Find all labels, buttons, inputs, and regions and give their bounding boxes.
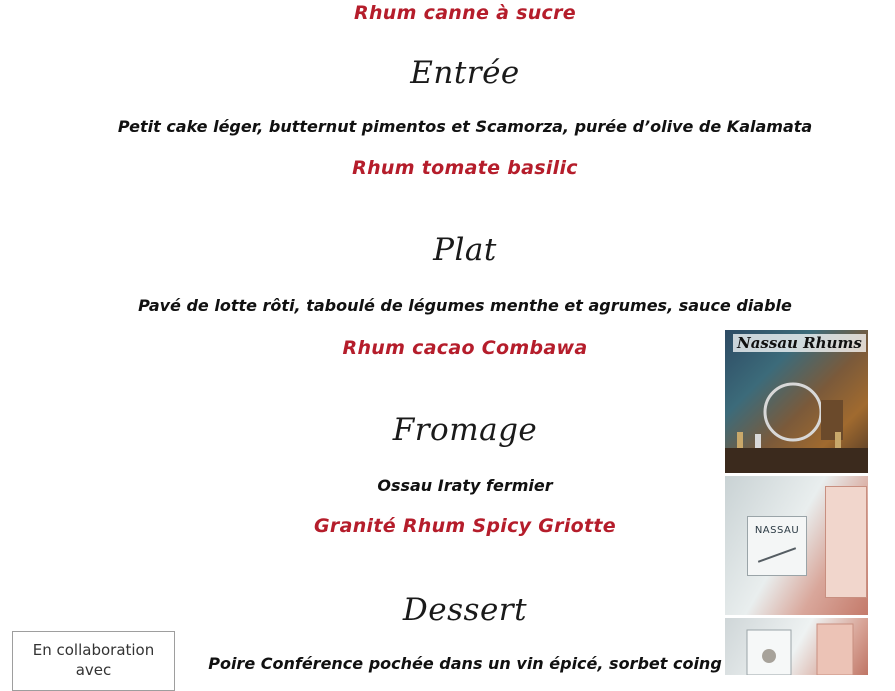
bottle-label-pink bbox=[825, 486, 867, 598]
bottle-detail-illustration bbox=[725, 618, 868, 675]
dish-entree: Petit cake léger, butternut pimentos et Scamorza, purée d’olive de Kalamata bbox=[117, 117, 813, 136]
shop-sign: Nassau Rhums bbox=[733, 334, 866, 352]
collab-line-2: avec bbox=[75, 661, 112, 679]
course-title-entree: Entrée bbox=[410, 55, 520, 91]
dish-dessert: Poire Conférence pochée dans un vin épicé, sorbet coing bbox=[208, 654, 722, 673]
vanilla-pod-icon bbox=[758, 547, 796, 563]
photo-rum-shop bbox=[725, 330, 868, 473]
course-title-plat: Plat bbox=[433, 232, 497, 268]
collab-line-1: En collaboration bbox=[32, 641, 155, 659]
rum-pairing-entree: Rhum tomate basilic bbox=[352, 157, 578, 179]
dish-fromage: Ossau Iraty fermier bbox=[377, 476, 553, 495]
photo-rum-bottles bbox=[725, 476, 868, 615]
bottle-label bbox=[747, 516, 807, 576]
course-title-dessert: Dessert bbox=[402, 592, 528, 628]
rum-pairing-plat: Rhum cacao Combawa bbox=[342, 337, 588, 359]
collaboration-box bbox=[12, 631, 175, 691]
rum-pairing-aperitif: Rhum canne à sucre bbox=[354, 2, 576, 24]
rum-shop-illustration bbox=[725, 330, 868, 473]
course-title-fromage: Fromage bbox=[392, 412, 538, 448]
bottle-brand: NASSAU bbox=[754, 525, 800, 536]
dish-plat: Pavé de lotte rôti, taboulé de légumes menthe et agrumes, sauce diable bbox=[138, 296, 792, 315]
photo-rum-bottles-detail bbox=[725, 618, 868, 675]
rum-pairing-fromage: Granité Rhum Spicy Griotte bbox=[314, 515, 616, 537]
